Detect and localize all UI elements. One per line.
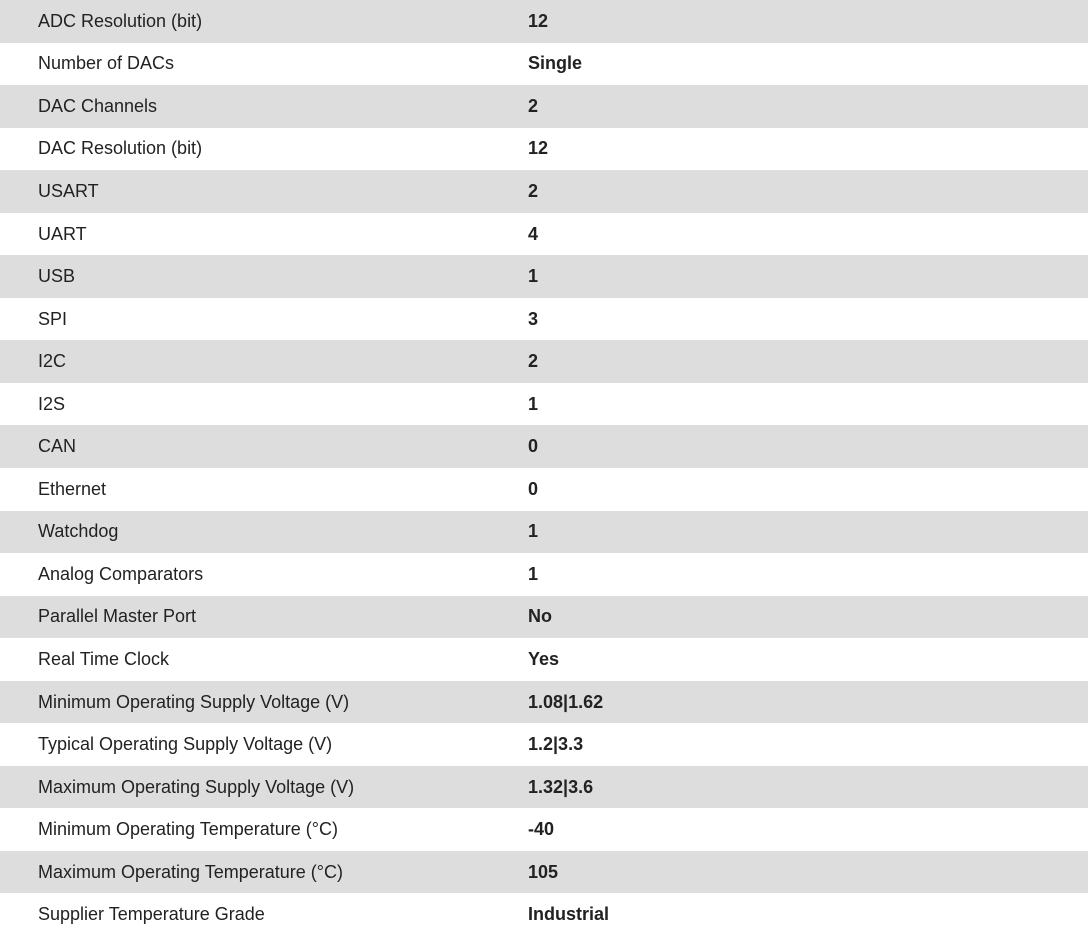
- row-value: Single: [528, 53, 583, 74]
- row-label: USB: [38, 266, 76, 287]
- row-value: 1: [528, 393, 539, 414]
- row-value: Industrial: [528, 904, 610, 925]
- table-row: [0, 723, 1088, 766]
- row-value: 12: [528, 138, 549, 159]
- row-label: Ethernet: [38, 478, 107, 499]
- row-label: DAC Resolution (bit): [38, 138, 203, 159]
- row-label: I2C: [38, 351, 67, 372]
- row-value: 4: [528, 223, 539, 244]
- table-row: [0, 43, 1088, 86]
- row-label: ADC Resolution (bit): [38, 10, 203, 31]
- table-row: [0, 553, 1088, 596]
- table-row: [0, 213, 1088, 256]
- row-value: No: [528, 606, 552, 627]
- table-row: [0, 851, 1088, 894]
- row-value: 1: [528, 563, 539, 584]
- table-row: [0, 340, 1088, 383]
- row-label: SPI: [38, 308, 68, 329]
- row-label: Watchdog: [38, 521, 119, 542]
- row-label: I2S: [38, 393, 66, 414]
- table-row: [0, 383, 1088, 426]
- table-row: [0, 893, 1088, 936]
- row-label: Analog Comparators: [38, 563, 204, 584]
- table-row: [0, 596, 1088, 639]
- table-row: [0, 85, 1088, 128]
- row-value: 105: [528, 861, 559, 882]
- row-label: Typical Operating Supply Voltage (V): [38, 734, 333, 755]
- row-value: 3: [528, 308, 539, 329]
- row-label: USART: [38, 180, 99, 201]
- row-value: Yes: [528, 648, 560, 669]
- table-row: [0, 255, 1088, 298]
- row-value: 12: [528, 10, 549, 31]
- row-label: UART: [38, 223, 87, 244]
- row-label: CAN: [38, 436, 77, 457]
- row-label: Minimum Operating Supply Voltage (V): [38, 691, 350, 712]
- row-value: 1.08|1.62: [528, 691, 604, 712]
- row-value: 1.2|3.3: [528, 734, 584, 755]
- row-label: Supplier Temperature Grade: [38, 904, 265, 925]
- row-value: 0: [528, 436, 539, 457]
- row-value: 0: [528, 478, 539, 499]
- row-label: Maximum Operating Temperature (°C): [38, 861, 343, 882]
- row-label: Maximum Operating Supply Voltage (V): [38, 776, 355, 797]
- row-label: Parallel Master Port: [38, 606, 197, 627]
- row-value: -40: [528, 819, 555, 840]
- row-value: 2: [528, 351, 539, 372]
- table-row: [0, 468, 1088, 511]
- table-row: [0, 681, 1088, 724]
- table-row: [0, 128, 1088, 171]
- table-row: [0, 425, 1088, 468]
- row-label: DAC Channels: [38, 95, 158, 116]
- table-row: [0, 0, 1088, 43]
- row-value: 1.32|3.6: [528, 776, 594, 797]
- row-label: Number of DACs: [38, 53, 175, 74]
- table-row: [0, 638, 1088, 681]
- table-row: [0, 511, 1088, 554]
- table-row: [0, 766, 1088, 809]
- row-value: 2: [528, 95, 539, 116]
- row-label: Real Time Clock: [38, 648, 170, 669]
- table-row: [0, 808, 1088, 851]
- row-value: 1: [528, 521, 539, 542]
- table-row: [0, 170, 1088, 213]
- row-value: 2: [528, 180, 539, 201]
- row-value: 1: [528, 266, 539, 287]
- row-label: Minimum Operating Temperature (°C): [38, 819, 338, 840]
- table-row: [0, 298, 1088, 341]
